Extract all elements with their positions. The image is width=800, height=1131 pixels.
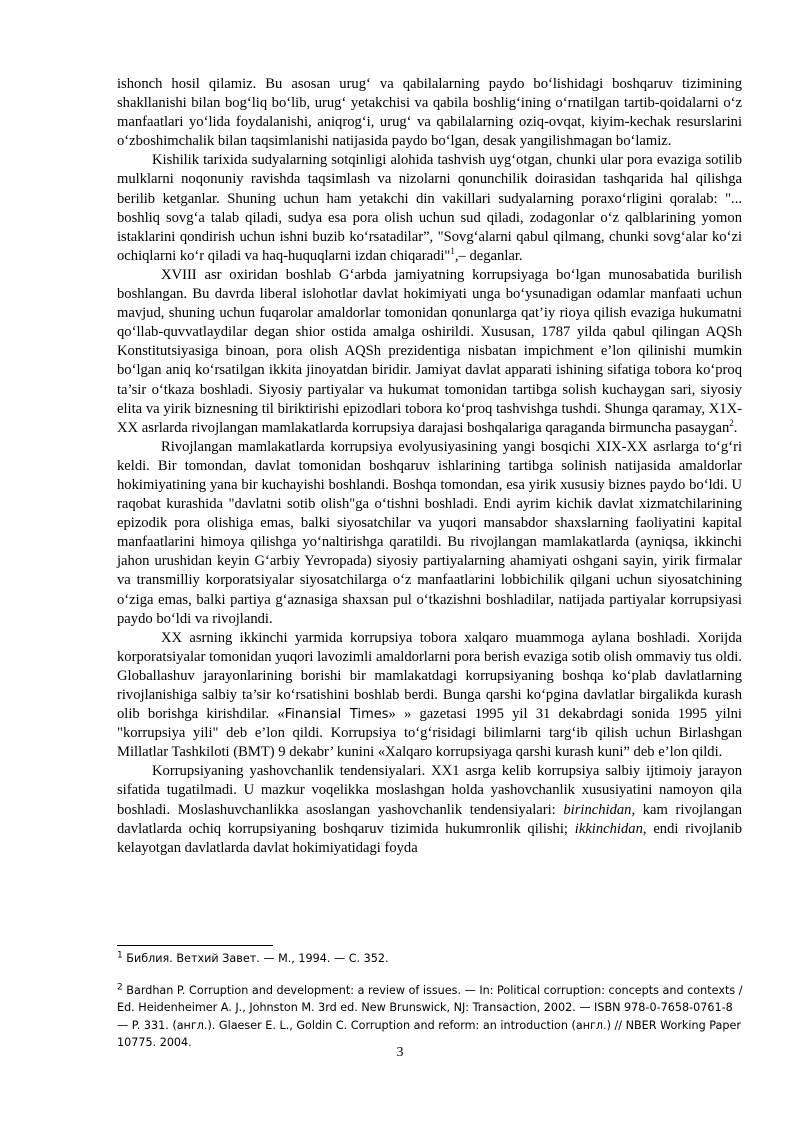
paragraph-5 [117,629,742,763]
paragraph-6-text-a: Korrupsiyaning yashovchanlik tendensiyalari. XX1 asrga kelib korrupsiya salbiy ijtimoiy jarayon sifatida tugatilmadi. U mazkur voqelikka moslashgan holda yashovchanlik xususiyatini namoyon qila boshladi. Moslashuvchanlikka asoslangan yashovchanlik tendensiyalari: [117,763,742,818]
footnote-ref-1: 1 [450,245,455,256]
paragraph-6-text-c: , endi rivojlanib kelayotgan davlatlarda davlat hokimiyatidagi foyda [117,820,742,856]
paragraph-6-text-b: , kam rivojlangan davlatlarda ochiq korrupsiyaning boshqaruv tizimida hukumronlik qilishi; [117,801,742,837]
paragraph-4-text: Rivojlangan mamlakatlarda korrupsiya evolyusiyasining yangi bosqichi XIX-XX asrlarga to‘g‘ri keldi. Bir tomondan, davlat tomonidan boshqaruv ishlarining tartibga solinish natijasida amaldorlar hokimiyatining yana bir kuchayishi boshlandi. Boshqa tomondan, esa yirik xususiy biznes paydo bo‘ldi. U raqobat kurashida "davlatni sotib olish"ga o‘tishni boshladi. Endi ayrim kichik davlat xizmatchilarining epizodik pora olishiga emas, balki siyosatchilar va yuqori mansabdor shaxslarning faoliyatini kapital manfaatlarini himoya qilishga yo‘naltirishga qaratildi. Bu rivojlangan mamlakatlarda (ayniqsa, ikkinchi jahon urushidan keyin G‘arbiy Yevropada) siyosiy partiyalarning ahamiyati oshgani sayin, yirik firmalar va transmilliy korporatsiyalar siyosatchilarga o‘z manfaatlarini lobbichilik qilgani uchun siyosatchining o‘ziga emas, balki partiya g‘aznasiga shaxsan pul o‘tkazishni boshladilar, natijada partiyalar korrupsiyasi paydo bo‘ldi va rivojlandi. [117,438,742,627]
paragraph-5-text-a: XX asrning ikkinchi yarmida korrupsiya tobora xalqaro muammoga aylana boshladi. Xorijda korporatsiyalar tomonidan yuqori lavozimli amaldorlarni pora berish evaziga sotib olish ommaviy tus oldi. Globallashuv jarayonlarining borishi bir mamlakatdagi korrupsiyaning boshqa ko‘plab davlatlarning rivojlanishiga salbiy ta’sir ko‘rsatishini boshlab berdi. Bunga qarshi ko‘pgina davlatlar birgalikda kurash olib borishga kirishdilar. « [117,629,742,723]
page-number: 3 [396,1045,404,1060]
paragraph-6 [117,762,742,857]
paragraph-5-text-b: » » gazetasi 1995 yil 31 dekabrdagi sonida 1995 yilni "korrupsiya yili" deb e’lon qildi. Korrupsiya to‘g‘risidagi bilimlarni targ‘ib qilish uchun Birlashgan Millatlar Tashkiloti (BMT) 9 dekabr’ kunini «Xalqaro korrupsiyaga qarshi kurash kuni” deb e’lon qildi. [117,706,742,761]
body-text [117,75,742,858]
paragraph-1 [117,75,742,151]
paragraph-4 [117,438,742,629]
footnote-ref-2: 2 [729,417,734,428]
paragraph-2-end: ,– deganlar. [454,247,523,264]
paragraph-3-end: . [733,419,738,436]
footnotes [117,950,745,1051]
paragraph-3-text: XVIII asr oxiridan boshlab G‘arbda jamiyatning korrupsiyaga bo‘lgan munosabatida burilish boshlangan. Bu davrda liberal islohotlar davlat hokimiyati unga bo‘ysunadigan odamlar manfaati uchun mavjud, shuning uchun fuqarolar amaldorlar tomonidan qonunlarga qat’iy rioya qilish evaziga hukumatni qo‘llab-quvvatlaydilar degan shior ostida amalga oshirildi. Xususan, 1787 yilda qabul qilingan AQSh Konstitutsiyasiga binoan, pora olish AQSh prezidentiga nisbatan impichment e’lon qilinishi mumkin bo‘lgan aniq ko‘rsatilgan ikkita jinoyatdan biridir. Jamiyat davlat apparati ishining sifatiga tobora ko‘proq ta’sir o‘tkaza boshladi. Siyosiy partiyalar va hukumat tomonidan tartibga solish kuchaygan sari, siyosiy elita va yirik biznesning til biriktirishi epizodlari tobora ko‘proq tashvishga tushdi. Shunga qaramay, X1X-XX asrlarda rivojlangan mamlakatlarda korrupsiya darajasi boshqalariga qaraganda birmuncha pasaygan [117,266,742,436]
footnote-2-number: 2 [117,982,123,993]
paragraph-2 [117,151,742,266]
footnote-2 [117,982,745,1051]
footnote-1-text: Библия. Ветхий Завет. — М., 1994. — С. 352. [122,952,389,965]
paragraph-1-text: ishonch hosil qilamiz. Bu asosan urug‘ va qabilalarning paydo bo‘lishidagi boshqaruv tizimining shakllanishi bilan bog‘liq bo‘lib, urug‘ yetakchisi va qabila boshlig‘ining o‘rnatilgan tartib-qoidalarni o‘z manfaatlari yo‘lida foydalanishi, aniqrog‘i, urug‘ va qabilalarning oziq-ovqat, kiyim-kechak resurslarini o‘zboshimchalik bilan taqsimlanishi natijasida paydo bo‘lgan, desak yangilishmagan bo‘lamiz. [117,76,742,150]
footnote-separator [117,945,273,946]
paragraph-3 [117,266,742,438]
footnote-1-number: 1 [117,950,123,961]
paragraph-2-text: Kishilik tarixida sudyalarning sotqinligi alohida tashvish uyg‘otgan, chunki ular pora evaziga sotilib mulklarni noqonuniy ravishda taqsimlash va nizolarni qonunchilik doirasidan tashqarida hal qilishga berilib ketganlar. Shuning uchun ham yetakchi din vakillari sudyalarning poraxo‘rligini qoralab: "... boshliq sovg‘a talab qiladi, sudya esa pora olish uchun sud qiladi, zodagonlar o‘z qalblarining yomon istaklarini qondirish uchun ishni buzib ko‘rsatadilar”, "Sovg‘alarni qabul qilmang, chunki sovg‘alar ko‘zi ochiqlarni ko‘r qiladi va haq-huquqlarni izdan chiqaradi" [117,152,742,264]
paragraph-6-italic-2: ikkinchidan [574,820,643,837]
footnote-1 [117,950,745,967]
footnote-2-text: Bardhan P. Corruption and development: a review of issues. — In: Political corruption: concepts and contexts / Ed. Heidenheimer A. J., Johnston M. 3rd ed. New Brunswick, NJ: Transaction, 2002. — ISBN 978-0-7658-0761-8 — P. 331. (англ.). Glaeser E. L., Goldin C. Corruption and reform: an introduction (англ.) // NBER Working Paper 10775. 2004. [117,984,743,1049]
paragraph-6-italic-1: birinchidan [563,801,632,818]
newspaper-name: Finansial Times [284,707,389,723]
